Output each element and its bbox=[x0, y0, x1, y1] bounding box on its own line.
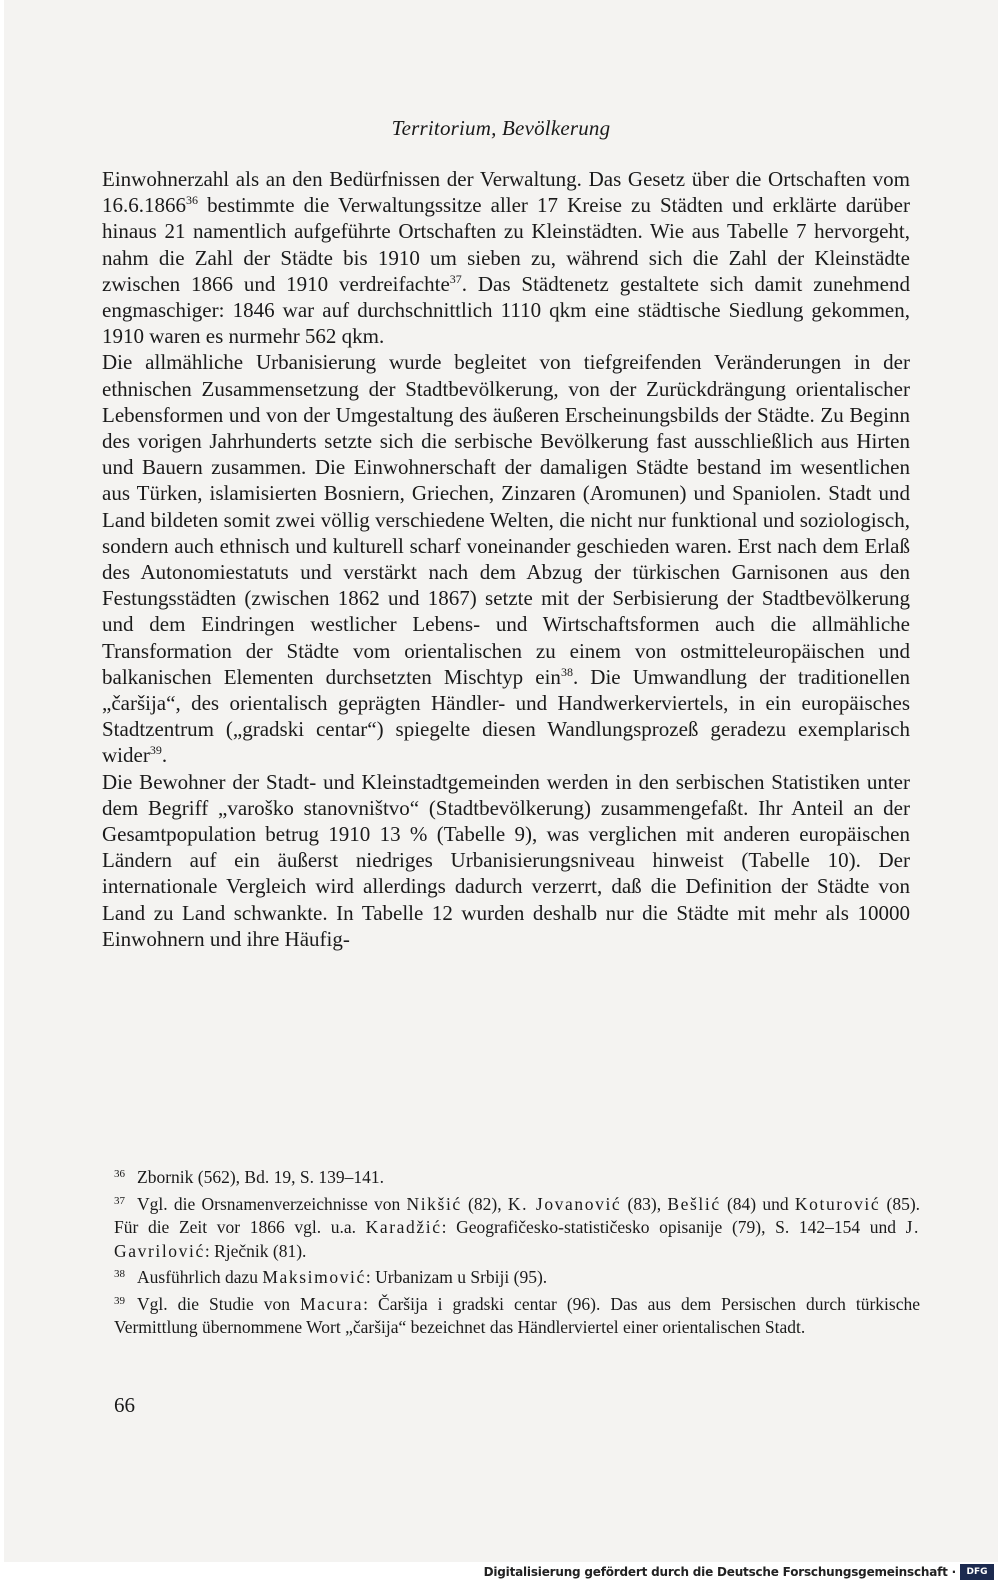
paragraph-2-text-b: . Die Umwandlung der traditionellen „čaršija“, des orientalisch geprägten Händler- und Handwerkerviertels, in ein europäisches Stadtzentrum („gradski centar“) spiegelte diesen Wandlungsprozeß geradezu exemplarisch wider bbox=[102, 664, 911, 768]
footnote-36 bbox=[114, 1163, 920, 1190]
paragraph-1-text-c: . Das Städtenetz gestaltete sich damit zunehmend engmaschiger: 1846 war auf durchschnittlich 1110 qkm eine städtische Siedlung gekommen, 1910 waren es nurmehr 562 qkm. bbox=[102, 271, 910, 349]
footnote-text: Vgl. die Studie von bbox=[137, 1293, 301, 1314]
footnote-text: : Rječnik (81). bbox=[204, 1240, 307, 1261]
paragraph-2-text-c: . bbox=[161, 743, 168, 768]
footnote-text: : Geografičesko-statističesko opisanije (79), S. 142–154 und bbox=[441, 1217, 906, 1237]
footnote-37 bbox=[114, 1190, 920, 1264]
footnote-text: : Čaršija i gradski centar (96). Das aus dem Persischen durch türkische Vermittlung übernommene Wort „čaršija“ bezeichnet das Händlerviertel einer orientalischen Stadt. bbox=[114, 1293, 921, 1337]
digitization-footer bbox=[0, 1562, 1000, 1583]
paragraph-2-text-a: Die allmähliche Urbanisierung wurde begleitet von tiefgreifenden Veränderungen in der ethnischen Zusammensetzung der Stadtbevölkerung, von der Zurückdrängung orientalischer Lebensformen und von der Umgestaltung des äußeren Erscheinungsbilds der Städte. Zu Beginn des vorigen Jahrhunderts setzte sich die serbische Bevölkerung fast ausschließlich aus Hirten und Bauern zusammen. Die Einwohnerschaft der damaligen Städte bestand im wesentlichen aus Türken, islamisierten Bosniern, Griechen, Zinzaren (Aromunen) und Spaniolen. Stadt und Land bildeten somit zwei völlig verschiedene Welten, die nicht nur funktional und soziologisch, sondern auch ethnisch und kulturell scharf voneinander geschieden waren. Erst nach dem Erlaß des Autonomiestatuts und verstärkt nach dem Abzug der türkischen Garnisonen aus den Festungsstädten (zwischen 1862 und 1867) setzte mit der Serbisierung der Stadtbevölkerung und dem Eindringen westlicher Lebens- und Wirtschaftsformen auch die allmähliche Transformation der Städte vom orientalischen zu einem von ostmitteleuropäischen und balkanischen Elementen durchsetzten Mischtyp ein bbox=[102, 350, 910, 689]
footnote-text: (83), bbox=[621, 1193, 668, 1214]
footnote-text: (82), bbox=[461, 1193, 508, 1214]
author-name: Macura bbox=[300, 1293, 364, 1314]
dfg-logo[interactable]: DFG bbox=[960, 1564, 994, 1580]
footnote-text: Ausführlich dazu bbox=[137, 1267, 263, 1287]
author-name: Karadžić bbox=[365, 1217, 442, 1237]
footnote-number: 38 bbox=[114, 1268, 125, 1280]
paragraph-3: Die Bewohner der Stadt- und Kleinstadtgemeinden werden in den serbischen Statistiken unter dem Begriff „varoško stanovništvo“ (Stadtbevölkerung) zusammengefaßt. Ihr Anteil an der Gesamtpopulation betrug 1910 13 % (Tabelle 9), was verglichen mit anderen europäischen Ländern auf ein äußerst niedriges Urbanisierungsniveau hinweist (Tabelle 10). Der internationale Vergleich wird allerdings dadurch verzerrt, daß die Definition der Städte von Land zu Land schwankte. In Tabelle 12 wurden deshalb nur die Städte mit mehr als 10000 Einwohnern und ihre Häufig- bbox=[102, 769, 910, 951]
author-name: Koturović bbox=[794, 1193, 881, 1214]
footnote-ref-39: 39 bbox=[149, 743, 162, 758]
footnote-text: Vgl. die Orsnamenverzeichnisse von bbox=[137, 1193, 407, 1214]
footnote-ref-36: 36 bbox=[186, 193, 198, 208]
funding-notice: Digitalisierung gefördert durch die Deutsche Forschungsgemeinschaft · bbox=[483, 1565, 956, 1579]
footnotes bbox=[114, 1163, 920, 1340]
footnote-number: 37 bbox=[114, 1194, 125, 1207]
footnote-text: Zbornik (562), Bd. 19, S. 139–141. bbox=[137, 1167, 384, 1187]
author-name: Maksimović bbox=[262, 1267, 366, 1287]
paragraph-1 bbox=[102, 166, 910, 349]
author-name: K. Jovanović bbox=[507, 1193, 622, 1214]
running-head: Territorium, Bevölkerung bbox=[391, 116, 611, 140]
scanned-page bbox=[4, 0, 998, 1562]
footnote-ref-38: 38 bbox=[560, 664, 573, 679]
footnote-text: : Urbanizam u Srbiji (95). bbox=[365, 1267, 548, 1287]
footnote-number: 39 bbox=[114, 1294, 125, 1307]
footnote-ref-37: 37 bbox=[449, 271, 462, 286]
footnote-number: 36 bbox=[114, 1168, 125, 1180]
footnote-text: (85). Für die Zeit vor 1866 vgl. u.a. bbox=[114, 1193, 921, 1237]
body-text bbox=[102, 166, 910, 952]
paragraph-2 bbox=[102, 349, 910, 768]
paragraph-1-text-a: Einwohnerzahl als an den Bedürfnissen der Verwaltung. Das Gesetz über die Ortschaften vom 16.6.1866 bbox=[102, 167, 910, 218]
footnote-text: (84) und bbox=[720, 1193, 795, 1214]
footnote-39 bbox=[114, 1290, 920, 1340]
author-name: Nikšić bbox=[406, 1193, 462, 1214]
page-number: 66 bbox=[114, 1393, 135, 1417]
author-name: Bešlić bbox=[667, 1193, 721, 1214]
author-name: J. Gavrilović bbox=[114, 1217, 921, 1261]
paragraph-1-text-b: bestimmte die Verwaltungssitze aller 17 Kreise zu Städten und erklärte darüber hinaus 21 namentlich aufgeführte Ortschaften zu Kleinstädten. Wie aus Tabelle 7 hervorgeht, nahm die Zahl der Städte bis 1910 um sieben zu, während sich die Zahl der Kleinstädte zwischen 1866 und 1910 verdreifachte bbox=[102, 193, 910, 296]
footnote-38 bbox=[114, 1263, 920, 1290]
